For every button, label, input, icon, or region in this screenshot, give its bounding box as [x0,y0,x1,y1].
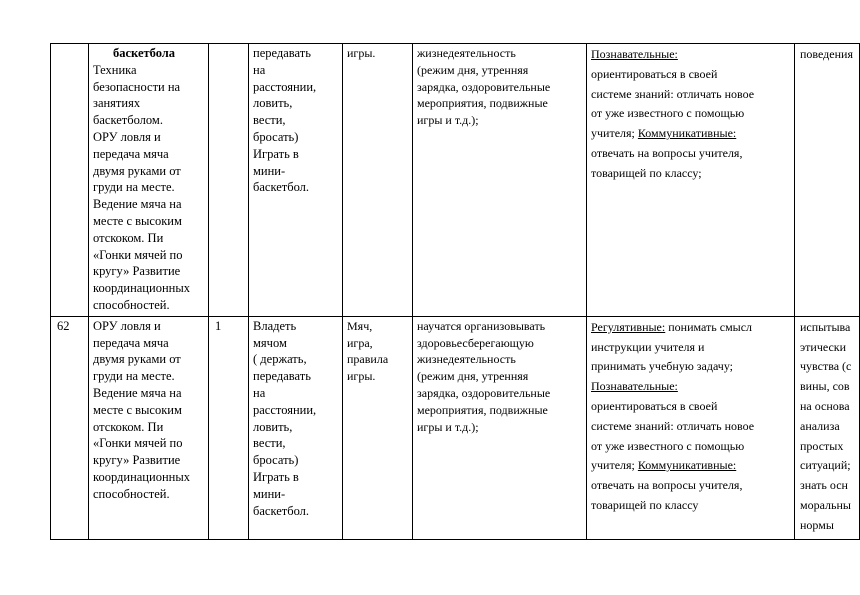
text-line: месте с высоким [93,402,182,417]
text-line: кругу» Развитие [93,264,181,279]
text-line: принимать учебную задачу; [591,359,734,374]
text-line: игры. [347,46,376,60]
text-line: Мяч, [347,318,373,333]
text-line: груди на месте. [93,180,175,195]
text-line: Играть в [253,469,299,484]
text-line: месте с высоким [93,213,182,228]
text-line: Ведение мяча на [93,197,182,212]
text-line: ориентироваться в своей [591,66,718,81]
text-line: двумя руками от [93,352,181,367]
text-line: жизнедеятельность [417,352,516,367]
lesson-topic-cell [89,316,209,539]
text-line: системе знаний: отличать новое [591,418,755,433]
text-line: отвечать на вопросы учителя, [591,145,743,160]
text-line: ситуаций; [800,458,851,473]
text-line: нормы [800,517,834,532]
communicative-label: Коммуникативные: [637,458,737,473]
text-line: вины, сов [800,379,850,394]
text-line: безопасности на [93,79,181,94]
results-cell [413,316,587,539]
text-line: груди на месте. [93,369,175,384]
activity-cell [249,316,343,539]
text-line: Играть в [253,146,299,161]
text-line: мячом [253,335,287,350]
text-line: жизнедеятельность [417,46,516,60]
text-line: ловить, [253,96,293,111]
text-line: баскетбол. [253,180,310,195]
text-line: научатся организовывать [417,318,546,333]
text-line: Владеть [253,318,297,333]
text-line: бросать) [253,453,299,468]
text-line: этически [800,339,847,354]
results-cell [413,44,587,317]
text-line: двумя руками от [93,163,181,178]
text-line: знать осн [800,478,848,493]
text-line: ловить, [253,419,293,434]
text-line: анализа [800,418,840,433]
equipment-cell [343,316,413,539]
text-line: на [253,62,266,77]
text-line: здоровьесберегающую [417,335,534,350]
text-line: занятиях [93,96,141,111]
personal-results-cell [795,316,860,539]
text-line: инструкции учителя и [591,339,705,354]
activity-cell [249,44,343,317]
cognitive-label: Познавательные: [591,47,678,61]
table-row [51,44,860,317]
text-line: ориентироваться в своей [591,398,718,413]
text-line: «Гонки мячей по [93,436,183,451]
text-line: чувства (с [800,359,852,374]
text-line: «Гонки мячей по [93,247,183,262]
topic-heading: баскетбола [113,46,176,60]
regulatory-rest: понимать смысл [665,319,753,334]
text-line: от уже известного с помощью [591,106,745,121]
text-line: зарядка, оздоровительные [417,79,551,94]
text-line: баскетболом. [93,113,163,128]
cognitive-tail: учителя; [591,458,635,473]
text-line: испытыва [800,319,851,334]
cognitive-lines [591,397,791,456]
uud-cell [587,316,795,539]
hours-cell [209,44,249,317]
text-line: ( держать, [253,352,307,367]
text-line: баскетбол. [253,503,310,518]
text-line: передача мяча [93,335,169,350]
equipment-cell [343,44,413,317]
cognitive-lines [591,65,791,124]
uud-cell [587,44,795,317]
text-line: мини- [253,163,286,178]
text-line: товарищей по классу; [591,165,702,180]
text-line: Техника [93,62,137,77]
text-line: (режим дня, утренняя [417,369,529,384]
text-line: игры и т.д.); [417,419,479,434]
text-line: игры. [347,369,376,384]
text-line: расстоянии, [253,79,317,94]
text-line: отвечать на вопросы учителя, [591,478,743,493]
text-line: правила [347,352,389,367]
text-line: Ведение мяча на [93,385,182,400]
text-line: на [253,385,266,400]
text-line: кругу» Развитие [93,453,181,468]
communicative-lines [591,144,791,184]
text-line: простых [800,438,844,453]
text-line: (режим дня, утренняя [417,62,529,77]
text-line: передача мяча [93,146,169,161]
communicative-label: Коммуникативные: [637,126,737,141]
text-line: расстоянии, [253,402,317,417]
lesson-number-cell [51,44,89,317]
text-line: бросать) [253,129,299,144]
text-line: мини- [253,486,286,501]
lesson-number-cell: 62 [51,316,89,539]
text-line: мероприятия, подвижные [417,96,548,111]
text-line: зарядка, оздоровительные [417,385,551,400]
hours-cell: 1 [209,316,249,539]
text-line: моральны [800,497,851,512]
text-line: вести, [253,436,286,451]
text-line: поведения [800,47,853,61]
text-line: передавать [253,369,311,384]
text-line: игры и т.д.); [417,113,479,128]
text-line: ОРУ ловля и [93,318,161,333]
text-line: от уже известного с помощью [591,438,745,453]
lesson-plan-table [50,43,860,540]
regulatory-label: Регулятивные: [591,319,666,334]
regulatory-lines [591,338,791,378]
text-line: координационных [93,281,190,296]
lesson-topic-cell [89,44,209,317]
text-line: вести, [253,113,286,128]
personal-results-cell [795,44,860,317]
text-line: мероприятия, подвижные [417,402,548,417]
text-line: ОРУ ловля и [93,129,161,144]
text-line: отскоком. Пи [93,419,164,434]
cognitive-tail: учителя; [591,126,635,141]
text-line: товарищей по классу [591,497,699,512]
text-line: на основа [800,398,850,413]
text-line: передавать [253,46,311,60]
text-line: отскоком. Пи [93,230,164,245]
cognitive-label: Познавательные: [591,379,678,394]
text-line: способностей. [93,297,170,312]
topic-lines [93,62,205,314]
table-row [51,316,860,539]
text-line: координационных [93,469,190,484]
text-line: системе знаний: отличать новое [591,86,755,101]
text-line: игра, [347,335,373,350]
communicative-lines [591,476,791,516]
text-line: способностей. [93,486,170,501]
